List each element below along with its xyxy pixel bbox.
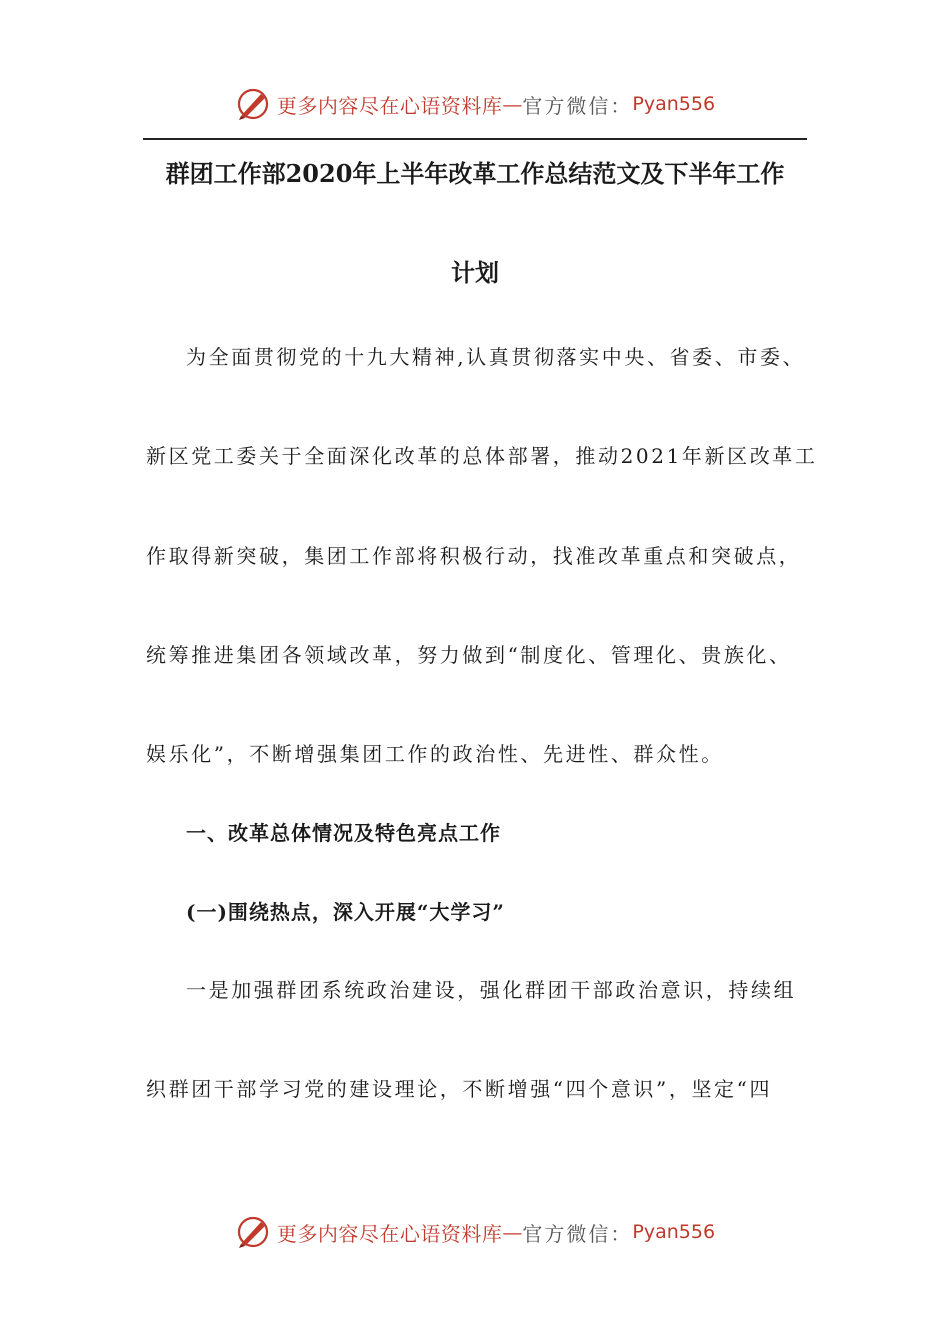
header-brand-text: 更多内容尽在心语资料库 bbox=[276, 93, 503, 118]
footer-separator: — bbox=[502, 1220, 523, 1244]
paragraph1-line1: 为全面贯彻党的十九大精神,认真贯彻落实中央、省委、市委、 bbox=[186, 345, 806, 369]
header-divider bbox=[143, 138, 807, 140]
document-title-line1: 群团工作部2020年上半年改革工作总结范文及下半年工作 bbox=[165, 159, 785, 188]
header-wechat-label: 官方微信： bbox=[522, 93, 633, 118]
subsection1-heading: (一)围绕热点，深入开展“大学习” bbox=[186, 900, 505, 924]
footer-wechat-label: 官方微信： bbox=[522, 1221, 633, 1246]
footer-banner bbox=[0, 1210, 950, 1254]
pen-logo-icon bbox=[235, 86, 271, 122]
paragraph1-line4: 统筹推进集团各领域改革，努力做到“制度化、管理化、贵族化、 bbox=[146, 643, 792, 667]
document-title-line2: 计划 bbox=[451, 258, 499, 287]
paragraph2-line2: 织群团干部学习党的建设理论，不断增强“四个意识”，坚定“四 bbox=[146, 1077, 773, 1101]
section1-heading: 一、改革总体情况及特色亮点工作 bbox=[186, 821, 501, 845]
paragraph1-line5: 娱乐化”，不断增强集团工作的政治性、先进性、群众性。 bbox=[146, 742, 724, 766]
footer-brand-text: 更多内容尽在心语资料库 bbox=[276, 1221, 503, 1246]
paragraph2-line1: 一是加强群团系统政治建设，强化群团干部政治意识，持续组 bbox=[186, 978, 797, 1002]
header-separator: — bbox=[502, 92, 523, 116]
paragraph1-line2: 新区党工委关于全面深化改革的总体部署，推动2021年新区改革工 bbox=[146, 444, 818, 468]
header-wechat-id: Pyan556 bbox=[632, 93, 716, 115]
pen-logo-icon bbox=[235, 1214, 271, 1250]
paragraph1-line3: 作取得新突破，集团工作部将积极行动，找准改革重点和突破点， bbox=[146, 544, 802, 568]
header-banner bbox=[0, 82, 950, 126]
footer-wechat-id: Pyan556 bbox=[632, 1221, 716, 1243]
